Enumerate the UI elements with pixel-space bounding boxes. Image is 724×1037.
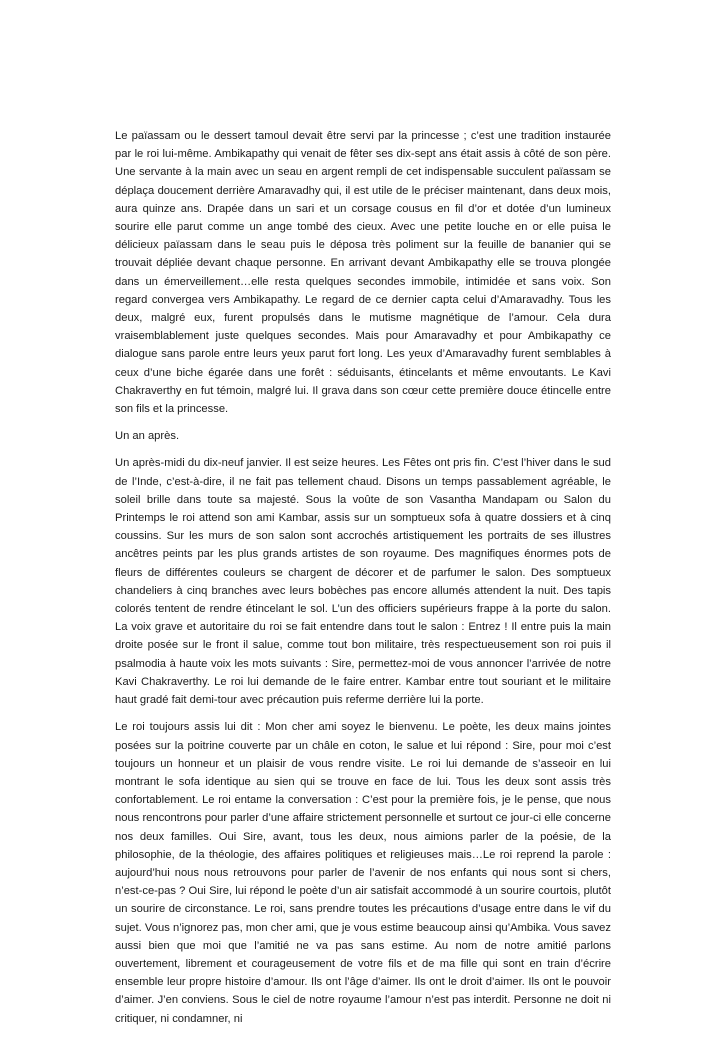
paragraph-2: Un an après.: [115, 430, 180, 443]
paragraph-1: Le païassam ou le dessert tamoul devait être servi par la princesse ; c’est une tradition instaurée par le roi lui-même. Ambikapathy qui venait de fêter ses dix-sept ans était assis à côté de son père. Une servante à la main avec un seau en argent rempli de cet indispensable succulent païassam se déplaça doucement derrière Amaravadhy qui, il est utile de le préciser maintenant, dans deux mois, aura quinze ans. Drapée dans un sari et un corsage cousus en fil d’or et dotée d’un lumineux sourire elle parut comme un ange tombé des cieux. Avec une petite louche en or elle puisa le délicieux païassam dans le seau puis le déposa très poliment sur la feuille de bananier qui se trouvait dépliée devant chaque personne. En arrivant devant Ambikapathy elle se trouva plongée dans un émerveillement…elle resta quelques secondes immobile, intimidée et sans voix. Son regard convergea vers Ambikapathy. Le regard de ce dernier capta celui d’Amaravadhy. Tous les deux, malgré eux, furent propulsés dans le mutisme magnétique de l’amour. Cela dura vraisemblablement juste quelques secondes. Mais pour Amaravadhy et pour Ambikapathy ce dialogue sans parole entre leurs yeux parut fort long. Les yeux d’Amaravadhy furent semblables à ceux d’une biche égarée dans une forêt : séduisants, étincelants et même envoutants. Le Kavi Chakraverthy en fut témoin, malgré lui. Il grava dans son cœur cette première douce étincelle entre son fils et la princesse.: [115, 130, 611, 416]
paragraph-4: Le roi toujours assis lui dit : Mon cher ami soyez le bienvenu. Le poète, les deux mains jointes posées sur la poitrine couverte par un châle en coton, le salue et lui répond : Sire, pour moi c’est toujours un honneur et un plaisir de vous rendre visite. Le roi lui demande de s’asseoir en lui montrant le sofa identique au sien qui se trouve en face de lui. Tous les deux sont assis très confortablement. Le roi entame la conversation : C’est pour la première fois, je le pense, que nous nous rencontrons pour parler d’une affaire strictement personnelle et surtout ce jour-ci elle concerne nos deux familles. Oui Sire, avant, tous les deux, nous aimions parler de la poésie, de la philosophie, de la théologie, des affaires politiques et religieuses mais…Le roi reprend la parole : aujourd’hui nous nous retrouvons pour parler de l’avenir de nos enfants qui nous sont si chers, n’est-ce-pas ? Oui Sire, lui répond le poète d’un air satisfait accommodé à un sourire courtois, plutôt un sourire de circonstance. Le roi, sans prendre toutes les précautions d’usage entre dans le vif du sujet. Vous n’ignorez pas, mon cher ami, que je vous estime beaucoup ainsi qu’Ambika. Vous savez aussi bien que moi que l’amitié ne va pas sans estime. Au nom de notre amitié parlons ouvertement, librement et courageusement de votre fils et de ma fille qui sont en train d’écrire ensemble leur propre histoire d’amour. Ils ont l’âge d’aimer. Ils ont le droit d’aimer. Ils ont le pouvoir d’aimer. J’en conviens. Sous le ciel de notre royaume l’amour n’est pas interdit. Personne ne doit ni critiquer, ni condamner, ni: [115, 721, 611, 1025]
document-page: [115, 127, 611, 1037]
paragraph-3: Un après-midi du dix-neuf janvier. Il est seize heures. Les Fêtes ont pris fin. C’est l’hiver dans le sud de l’Inde, c’est-à-dire, il ne fait pas tellement chaud. Disons un temps passablement agréable, le soleil brille dans toute sa majesté. Sous la voûte de son Vasantha Mandapam ou Salon du Printemps le roi attend son ami Kambar, assis sur un somptueux sofa à quatre dossiers et à cinq coussins. Sur les murs de son salon sont accrochés artistiquement les portraits de ses illustres ancêtres peints par les plus grands artistes de son royaume. Des magnifiques énormes pots de fleurs de différentes couleurs se chargent de décorer et de parfumer le salon. Des somptueux chandeliers à cinq branches avec leurs bobèches pas encore allumés attendent la nuit. Des tapis colorés tentent de rendre étincelant le sol. L’un des officiers supérieurs frappe à la porte du salon. La voix grave et autoritaire du roi se fait entendre dans tout le salon : Entrez ! Il entre puis la main droite posée sur le front il salue, comme tout bon militaire, très respectueusement son roi puis il psalmodia à haute voix les mots suivants : Sire, permettez-moi de vous annoncer l’arrivée de notre Kavi Chakraverthy. Le roi lui demande de le faire entrer. Kambar entre tout souriant et le militaire haut gradé fait demi-tour avec précaution puis referme derrière lui la porte.: [115, 457, 611, 707]
